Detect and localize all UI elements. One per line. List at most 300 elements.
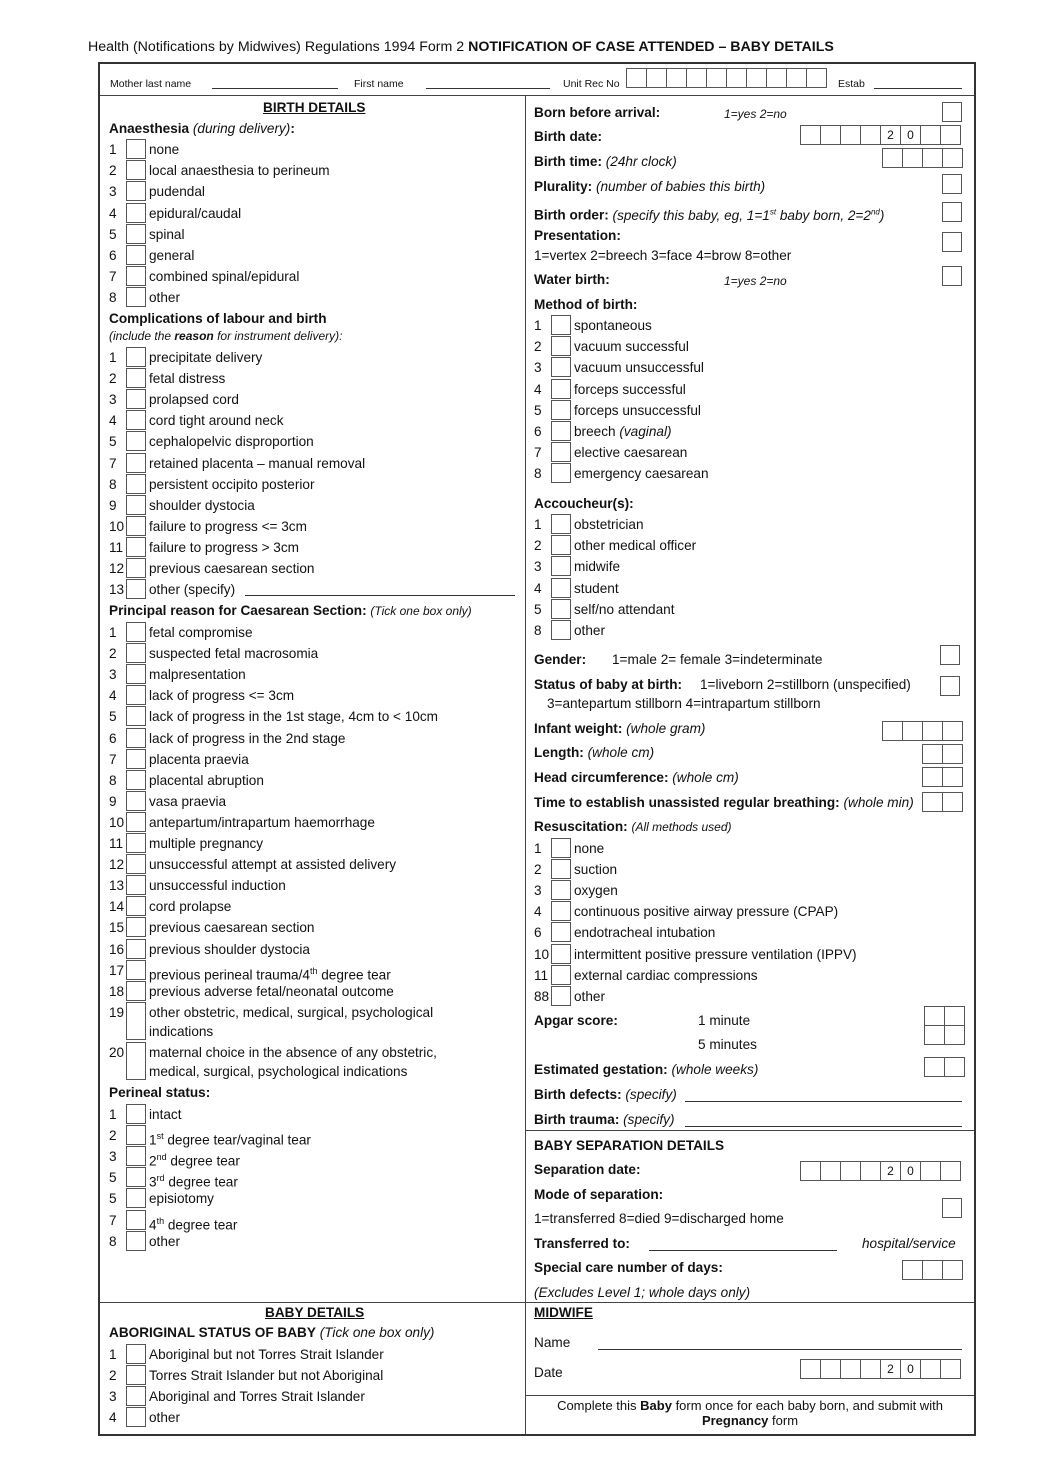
plurality-label: Plurality: (number of babies this birth) bbox=[534, 179, 766, 194]
digit-cell[interactable]: 0 bbox=[900, 1359, 921, 1379]
digit-cell[interactable] bbox=[940, 1359, 961, 1379]
option-checkbox[interactable] bbox=[126, 1210, 146, 1230]
option-row[interactable] bbox=[534, 965, 914, 986]
digit-cell[interactable] bbox=[922, 148, 943, 168]
option-row[interactable] bbox=[109, 389, 489, 410]
option-checkbox[interactable] bbox=[126, 939, 146, 959]
digit-cell[interactable] bbox=[902, 148, 923, 168]
option-label: lack of progress in the 2nd stage bbox=[149, 730, 346, 746]
option-checkbox[interactable] bbox=[551, 922, 571, 942]
option-row[interactable] bbox=[109, 917, 489, 938]
column-divider bbox=[525, 95, 526, 1434]
option-row[interactable] bbox=[109, 203, 489, 224]
option-row[interactable] bbox=[109, 139, 489, 160]
option-label: failure to progress <= 3cm bbox=[149, 518, 307, 534]
digit-cell[interactable]: 0 bbox=[900, 1161, 921, 1181]
option-checkbox[interactable] bbox=[126, 1002, 146, 1040]
option-number: 8 bbox=[109, 772, 117, 788]
option-number: 1 bbox=[534, 841, 542, 856]
digit-cell[interactable] bbox=[860, 125, 881, 145]
option-checkbox[interactable] bbox=[551, 535, 571, 555]
option-checkbox[interactable] bbox=[551, 944, 571, 964]
option-label: pudendal bbox=[149, 184, 205, 200]
option-row[interactable] bbox=[109, 410, 489, 431]
option-label: suspected fetal macrosomia bbox=[149, 646, 319, 662]
option-number: 6 bbox=[534, 424, 542, 439]
option-number: 6 bbox=[534, 925, 542, 941]
option-checkbox[interactable] bbox=[551, 578, 571, 598]
option-row[interactable] bbox=[534, 599, 914, 620]
birth-date-label: Birth date: bbox=[534, 129, 602, 144]
option-checkbox[interactable] bbox=[126, 139, 146, 159]
option-checkbox[interactable] bbox=[126, 181, 146, 201]
option-number: 1 bbox=[109, 1347, 117, 1362]
option-checkbox[interactable] bbox=[126, 1146, 146, 1166]
option-checkbox[interactable] bbox=[126, 622, 146, 642]
option-checkbox[interactable] bbox=[126, 1231, 146, 1251]
option-number: 17 bbox=[109, 962, 125, 978]
option-checkbox[interactable] bbox=[551, 965, 571, 985]
gender-codes: 1=male 2= female 3=indeterminate bbox=[612, 652, 823, 667]
digit-cell[interactable]: 2 bbox=[880, 125, 901, 145]
option-row[interactable] bbox=[109, 960, 489, 981]
option-number: 88 bbox=[534, 988, 550, 1004]
option-row[interactable] bbox=[109, 160, 489, 181]
option-checkbox[interactable] bbox=[126, 1167, 146, 1187]
option-row[interactable] bbox=[534, 400, 914, 421]
option-checkbox[interactable] bbox=[126, 160, 146, 180]
option-checkbox[interactable] bbox=[126, 749, 146, 769]
complications-label: Complications of labour and birth bbox=[109, 311, 327, 326]
digit-cell[interactable] bbox=[820, 1161, 841, 1181]
option-number: 10 bbox=[109, 518, 125, 534]
option-number: 13 bbox=[109, 878, 125, 894]
option-label: intact bbox=[149, 1107, 182, 1122]
option-row[interactable] bbox=[109, 1386, 489, 1407]
option-checkbox[interactable] bbox=[126, 537, 146, 557]
option-number: 10 bbox=[109, 814, 125, 830]
option-checkbox[interactable] bbox=[126, 410, 146, 430]
other-specify-field[interactable] bbox=[245, 595, 515, 596]
digit-cell[interactable] bbox=[626, 68, 647, 88]
digit-cell[interactable] bbox=[942, 767, 963, 787]
option-row[interactable] bbox=[534, 986, 914, 1007]
option-row[interactable] bbox=[109, 1210, 489, 1231]
option-number: 2 bbox=[109, 1368, 117, 1384]
option-number: 5 bbox=[109, 434, 117, 450]
option-row[interactable] bbox=[534, 620, 914, 641]
option-checkbox[interactable] bbox=[126, 579, 146, 599]
transferred-to-field[interactable] bbox=[649, 1250, 837, 1251]
option-label: maternal choice in the absence of any obstetric, bbox=[149, 1044, 437, 1060]
digit-cell[interactable] bbox=[840, 125, 861, 145]
option-row[interactable] bbox=[109, 812, 489, 833]
option-number: 5 bbox=[534, 402, 542, 418]
option-row[interactable] bbox=[109, 1231, 489, 1252]
option-number: 4 bbox=[534, 580, 542, 596]
option-row[interactable] bbox=[109, 474, 489, 495]
option-row[interactable] bbox=[109, 1407, 489, 1428]
option-checkbox[interactable] bbox=[551, 379, 571, 399]
option-label: vasa praevia bbox=[149, 793, 227, 809]
birth-order-box[interactable] bbox=[942, 202, 962, 222]
option-checkbox[interactable] bbox=[551, 514, 571, 534]
option-row[interactable] bbox=[534, 838, 914, 859]
option-checkbox[interactable] bbox=[126, 266, 146, 286]
digit-cell[interactable] bbox=[940, 1161, 961, 1181]
option-row[interactable] bbox=[534, 578, 914, 599]
separation-heading: BABY SEPARATION DETAILS bbox=[534, 1138, 725, 1153]
option-row[interactable] bbox=[109, 1365, 489, 1386]
digit-cell[interactable] bbox=[840, 1359, 861, 1379]
digit-cell[interactable] bbox=[840, 1161, 861, 1181]
option-row[interactable] bbox=[109, 770, 489, 791]
option-row[interactable] bbox=[109, 854, 489, 875]
divider bbox=[525, 1395, 974, 1396]
digit-cell[interactable] bbox=[686, 68, 707, 88]
gender-label: Gender: bbox=[534, 652, 587, 667]
born-before-arrival-label: Born before arrival: bbox=[534, 105, 661, 120]
option-row[interactable] bbox=[109, 896, 489, 917]
option-number: 5 bbox=[109, 226, 117, 242]
option-row[interactable] bbox=[109, 558, 489, 579]
option-checkbox[interactable] bbox=[126, 1125, 146, 1145]
digit-cell[interactable] bbox=[800, 1161, 821, 1181]
option-row[interactable] bbox=[109, 266, 489, 287]
option-label: previous shoulder dystocia bbox=[149, 941, 310, 957]
mode-of-separation-label: Mode of separation: bbox=[534, 1187, 664, 1202]
digit-cell[interactable] bbox=[820, 1359, 841, 1379]
gender-box[interactable] bbox=[940, 645, 960, 665]
option-label: 3rd degree tear bbox=[149, 1173, 238, 1190]
option-row[interactable] bbox=[534, 463, 914, 484]
option-checkbox[interactable] bbox=[126, 1407, 146, 1427]
separation-date-label: Separation date: bbox=[534, 1162, 641, 1177]
option-checkbox[interactable] bbox=[551, 620, 571, 640]
option-number: 3 bbox=[109, 1149, 117, 1165]
digit-cell[interactable] bbox=[902, 721, 923, 741]
digit-cell[interactable] bbox=[922, 744, 943, 764]
digit-cell[interactable] bbox=[800, 1359, 821, 1379]
option-label: intermittent positive pressure ventilation (IPPV) bbox=[574, 946, 857, 962]
option-row[interactable] bbox=[109, 664, 489, 685]
option-checkbox[interactable] bbox=[126, 1104, 146, 1124]
option-row[interactable] bbox=[534, 859, 914, 880]
option-number: 2 bbox=[109, 1128, 117, 1144]
option-label: oxygen bbox=[574, 883, 618, 899]
option-checkbox[interactable] bbox=[126, 706, 146, 726]
birth-trauma-field[interactable] bbox=[685, 1126, 962, 1127]
status-codes-1: 1=liveborn 2=stillborn (unspecified) bbox=[700, 677, 911, 692]
option-checkbox[interactable] bbox=[126, 1386, 146, 1406]
option-label: vacuum successful bbox=[574, 339, 689, 355]
digit-cell[interactable] bbox=[746, 68, 767, 88]
apgar-label: Apgar score: bbox=[534, 1013, 618, 1028]
option-checkbox[interactable] bbox=[126, 960, 146, 980]
option-row[interactable] bbox=[109, 1042, 489, 1079]
option-checkbox[interactable] bbox=[126, 224, 146, 244]
option-label: other bbox=[574, 623, 605, 638]
status-codes-2: 3=antepartum stillborn 4=intrapartum stillborn bbox=[547, 696, 821, 711]
complications-note: (include the reason for instrument delivery): bbox=[109, 329, 343, 343]
option-checkbox[interactable] bbox=[126, 875, 146, 895]
digit-cell[interactable] bbox=[924, 1057, 945, 1077]
option-checkbox[interactable] bbox=[126, 474, 146, 494]
digit-cell[interactable] bbox=[882, 721, 903, 741]
option-row[interactable] bbox=[534, 315, 914, 336]
option-label: forceps successful bbox=[574, 381, 686, 397]
footer-note: Complete this Baby form once for each baby born, and submit with Pregnancy form bbox=[557, 1398, 943, 1428]
option-checkbox[interactable] bbox=[126, 495, 146, 515]
digit-cell[interactable] bbox=[922, 1260, 943, 1280]
option-checkbox[interactable] bbox=[126, 770, 146, 790]
option-checkbox[interactable] bbox=[126, 558, 146, 578]
option-row[interactable] bbox=[109, 1104, 489, 1125]
presentation-box[interactable] bbox=[942, 232, 962, 252]
option-checkbox[interactable] bbox=[551, 859, 571, 879]
plurality-box[interactable] bbox=[942, 174, 962, 194]
option-checkbox[interactable] bbox=[126, 453, 146, 473]
digit-cell[interactable] bbox=[942, 792, 963, 812]
option-row[interactable] bbox=[534, 556, 914, 577]
digit-cell[interactable] bbox=[666, 68, 687, 88]
option-label: shoulder dystocia bbox=[149, 497, 255, 513]
water-birth-box[interactable] bbox=[942, 266, 962, 286]
option-number: 3 bbox=[534, 559, 542, 575]
option-row[interactable] bbox=[109, 453, 489, 474]
digit-cell[interactable] bbox=[922, 721, 943, 741]
mother-last-name-label: Mother last name bbox=[110, 78, 192, 90]
option-row[interactable] bbox=[109, 706, 489, 727]
option-checkbox[interactable] bbox=[551, 357, 571, 377]
option-label: malpresentation bbox=[149, 667, 246, 683]
digit-cell[interactable] bbox=[944, 1057, 965, 1077]
option-row[interactable] bbox=[109, 1344, 489, 1365]
option-checkbox[interactable] bbox=[551, 315, 571, 335]
option-label: placenta praevia bbox=[149, 751, 249, 767]
option-row[interactable] bbox=[109, 981, 489, 1002]
digit-cell[interactable] bbox=[920, 125, 941, 145]
option-checkbox[interactable] bbox=[126, 287, 146, 307]
option-row[interactable] bbox=[109, 181, 489, 202]
digit-cell[interactable] bbox=[800, 125, 821, 145]
option-row[interactable] bbox=[109, 245, 489, 266]
option-checkbox[interactable] bbox=[126, 1188, 146, 1208]
digit-cell[interactable] bbox=[942, 744, 963, 764]
option-number: 2 bbox=[534, 538, 542, 554]
digit-cell[interactable] bbox=[924, 1025, 945, 1045]
option-row[interactable] bbox=[109, 1188, 489, 1209]
option-checkbox[interactable] bbox=[126, 245, 146, 265]
option-row[interactable] bbox=[109, 347, 489, 368]
option-checkbox[interactable] bbox=[126, 1042, 146, 1080]
digit-cell[interactable] bbox=[860, 1359, 881, 1379]
digit-cell[interactable] bbox=[940, 125, 961, 145]
option-row[interactable] bbox=[109, 791, 489, 812]
option-row[interactable] bbox=[109, 622, 489, 643]
option-row[interactable] bbox=[534, 421, 914, 442]
option-number: 9 bbox=[109, 793, 117, 809]
digit-cell[interactable] bbox=[944, 1006, 965, 1026]
option-row[interactable] bbox=[109, 685, 489, 706]
option-label: other bbox=[149, 1410, 180, 1426]
water-birth-label: Water birth: bbox=[534, 272, 610, 287]
option-row[interactable] bbox=[109, 537, 489, 558]
option-label: forceps unsuccessful bbox=[574, 402, 701, 418]
digit-cell[interactable] bbox=[902, 1260, 923, 1280]
option-checkbox[interactable] bbox=[126, 812, 146, 832]
digit-cell[interactable] bbox=[942, 1260, 963, 1280]
digit-cell[interactable] bbox=[882, 148, 903, 168]
option-checkbox[interactable] bbox=[126, 791, 146, 811]
first-name-field[interactable] bbox=[426, 88, 550, 89]
option-checkbox[interactable] bbox=[126, 431, 146, 451]
option-label: previous caesarean section bbox=[149, 561, 315, 576]
birth-defects-field[interactable] bbox=[685, 1101, 962, 1102]
option-row[interactable] bbox=[109, 1002, 489, 1039]
option-checkbox[interactable] bbox=[551, 880, 571, 900]
status-at-birth-label: Status of baby at birth: bbox=[534, 677, 683, 692]
digit-cell[interactable] bbox=[942, 148, 963, 168]
option-label: external cardiac compressions bbox=[574, 967, 758, 983]
option-label: self/no attendant bbox=[574, 601, 675, 617]
option-checkbox[interactable] bbox=[126, 728, 146, 748]
status-at-birth-box[interactable] bbox=[940, 676, 960, 696]
option-row[interactable] bbox=[534, 336, 914, 357]
digit-cell[interactable] bbox=[706, 68, 727, 88]
option-checkbox[interactable] bbox=[126, 917, 146, 937]
born-before-arrival-box[interactable] bbox=[942, 102, 962, 122]
midwife-heading: MIDWIFE bbox=[534, 1305, 593, 1320]
option-checkbox[interactable] bbox=[551, 442, 571, 462]
option-row[interactable] bbox=[109, 516, 489, 537]
option-checkbox[interactable] bbox=[126, 664, 146, 684]
option-checkbox[interactable] bbox=[551, 599, 571, 619]
digit-cell[interactable]: 2 bbox=[880, 1161, 901, 1181]
option-row[interactable] bbox=[534, 880, 914, 901]
option-checkbox[interactable] bbox=[126, 854, 146, 874]
digit-cell[interactable] bbox=[922, 767, 943, 787]
option-row[interactable] bbox=[534, 901, 914, 922]
option-checkbox[interactable] bbox=[551, 400, 571, 420]
option-row[interactable] bbox=[109, 1146, 489, 1167]
midwife-date-label: Date bbox=[534, 1365, 563, 1380]
option-row[interactable] bbox=[109, 643, 489, 664]
option-checkbox[interactable] bbox=[551, 838, 571, 858]
option-number: 4 bbox=[109, 205, 117, 221]
digit-cell[interactable] bbox=[646, 68, 667, 88]
option-row[interactable] bbox=[109, 939, 489, 960]
option-checkbox[interactable] bbox=[126, 389, 146, 409]
estab-field[interactable] bbox=[874, 88, 962, 89]
option-label: other bbox=[149, 290, 180, 306]
option-checkbox[interactable] bbox=[551, 901, 571, 921]
option-checkbox[interactable] bbox=[551, 556, 571, 576]
digit-cell[interactable] bbox=[786, 68, 807, 88]
option-label: previous perineal trauma/4th degree tear bbox=[149, 965, 391, 983]
digit-cell[interactable] bbox=[942, 721, 963, 741]
option-row[interactable] bbox=[534, 535, 914, 556]
digit-cell[interactable] bbox=[766, 68, 787, 88]
option-row[interactable] bbox=[109, 1125, 489, 1146]
option-row[interactable] bbox=[109, 1167, 489, 1188]
option-checkbox[interactable] bbox=[126, 643, 146, 663]
birth-order-label: Birth order: (specify this baby, eg, 1=1st baby born, 2=2nd) bbox=[534, 207, 885, 223]
option-checkbox[interactable] bbox=[126, 1365, 146, 1385]
option-checkbox[interactable] bbox=[551, 463, 571, 483]
option-checkbox[interactable] bbox=[551, 336, 571, 356]
option-checkbox[interactable] bbox=[126, 833, 146, 853]
option-checkbox[interactable] bbox=[126, 685, 146, 705]
option-number: 7 bbox=[109, 1212, 117, 1228]
option-row[interactable] bbox=[109, 495, 489, 516]
option-row[interactable] bbox=[109, 287, 489, 308]
midwife-name-field[interactable] bbox=[598, 1349, 962, 1350]
digit-cell[interactable] bbox=[726, 68, 747, 88]
digit-cell[interactable]: 0 bbox=[900, 125, 921, 145]
option-row[interactable] bbox=[109, 728, 489, 749]
option-row[interactable] bbox=[109, 833, 489, 854]
digit-cell[interactable] bbox=[922, 792, 943, 812]
option-row[interactable] bbox=[534, 944, 914, 965]
mother-last-name-field[interactable] bbox=[212, 88, 338, 89]
option-checkbox[interactable] bbox=[126, 347, 146, 367]
option-label: vacuum unsuccessful bbox=[574, 360, 704, 376]
option-checkbox[interactable] bbox=[551, 986, 571, 1006]
option-label: Aboriginal but not Torres Strait Islander bbox=[149, 1347, 384, 1362]
option-row[interactable] bbox=[534, 379, 914, 400]
digit-cell[interactable] bbox=[820, 125, 841, 145]
option-number: 2 bbox=[109, 646, 117, 662]
option-checkbox[interactable] bbox=[126, 1344, 146, 1364]
option-checkbox[interactable] bbox=[126, 203, 146, 223]
option-row[interactable] bbox=[109, 368, 489, 389]
option-number: 11 bbox=[109, 836, 124, 851]
option-label: other (specify) bbox=[149, 582, 236, 598]
option-label: previous adverse fetal/neonatal outcome bbox=[149, 983, 394, 999]
option-checkbox[interactable] bbox=[126, 516, 146, 536]
first-name-label: First name bbox=[354, 78, 404, 90]
option-label: antepartum/intrapartum haemorrhage bbox=[149, 814, 375, 830]
digit-cell[interactable]: 2 bbox=[880, 1359, 901, 1379]
digit-cell[interactable] bbox=[920, 1161, 941, 1181]
option-checkbox[interactable] bbox=[126, 368, 146, 388]
digit-cell[interactable] bbox=[920, 1359, 941, 1379]
option-row[interactable] bbox=[109, 224, 489, 245]
option-number: 8 bbox=[109, 1233, 117, 1249]
option-row[interactable] bbox=[109, 875, 489, 896]
option-checkbox[interactable] bbox=[126, 896, 146, 916]
digit-cell[interactable] bbox=[806, 68, 827, 88]
option-row[interactable] bbox=[109, 749, 489, 770]
option-row[interactable] bbox=[534, 442, 914, 463]
form-name: NOTIFICATION OF CASE ATTENDED – BABY DETAILS bbox=[468, 39, 834, 55]
option-row[interactable] bbox=[109, 431, 489, 452]
option-row[interactable] bbox=[109, 579, 489, 600]
digit-cell[interactable] bbox=[944, 1025, 965, 1045]
mode-of-separation-box[interactable] bbox=[942, 1198, 962, 1218]
digit-cell[interactable] bbox=[924, 1006, 945, 1026]
option-label: 4th degree tear bbox=[149, 1215, 238, 1233]
option-row[interactable] bbox=[534, 514, 914, 535]
divider bbox=[100, 1302, 525, 1303]
option-checkbox[interactable] bbox=[126, 981, 146, 1001]
option-row[interactable] bbox=[534, 357, 914, 378]
option-row[interactable] bbox=[534, 922, 914, 943]
digit-cell[interactable] bbox=[860, 1161, 881, 1181]
option-number: 8 bbox=[109, 476, 117, 492]
option-checkbox[interactable] bbox=[551, 421, 571, 441]
